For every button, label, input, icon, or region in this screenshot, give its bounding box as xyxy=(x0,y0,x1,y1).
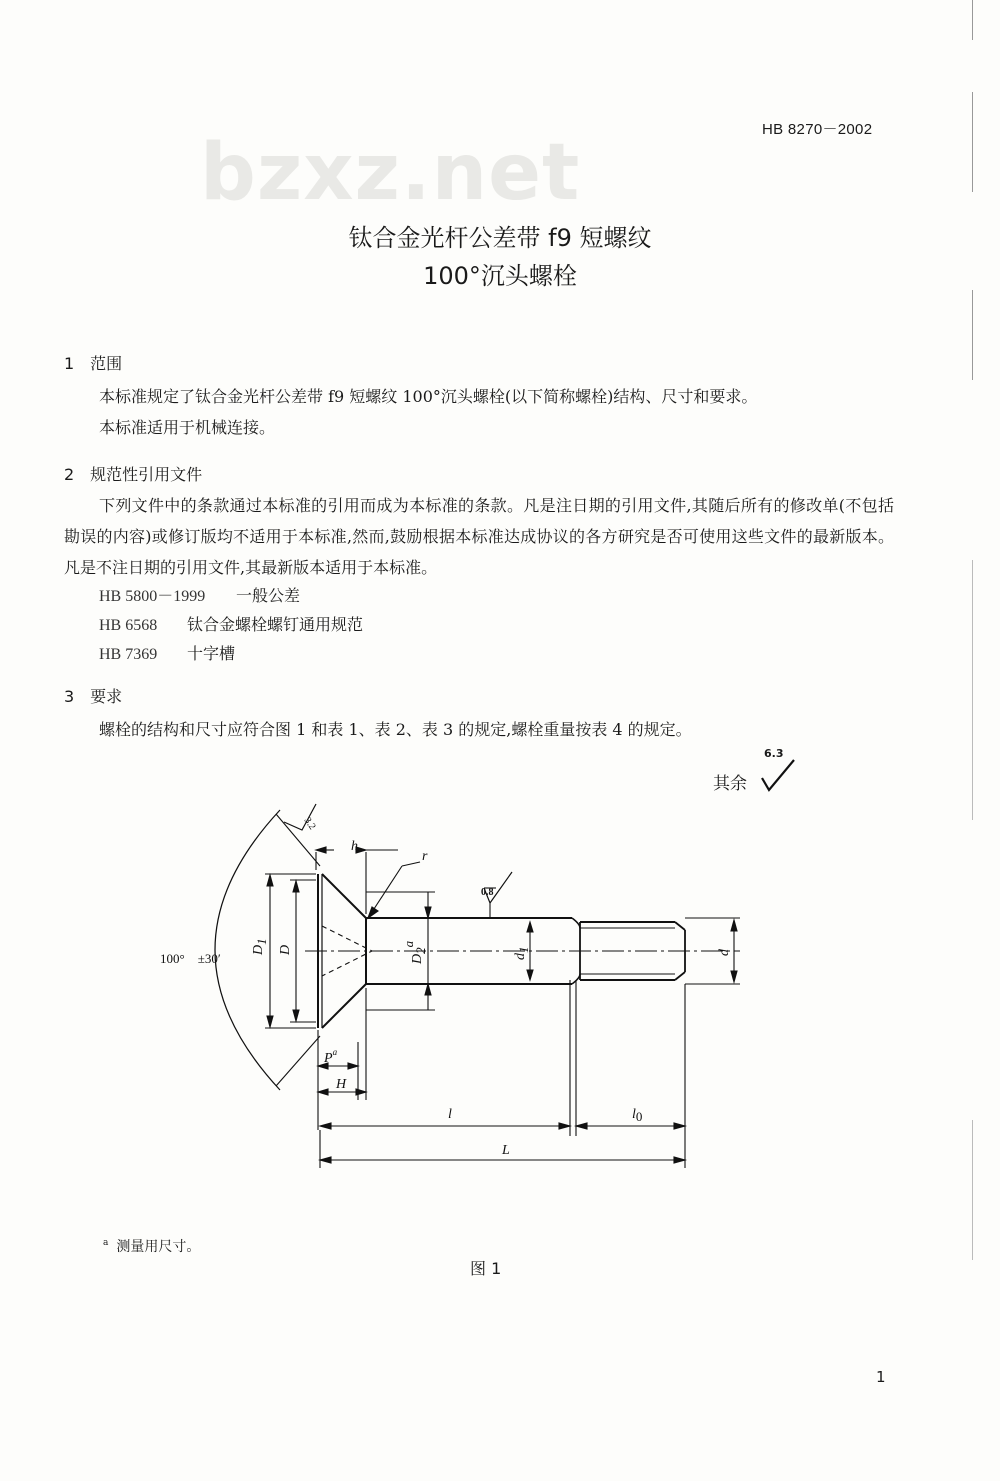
doc-title-line-2: 100°沉头螺栓 xyxy=(423,262,577,290)
reference-item xyxy=(99,583,300,606)
reference-name: 一般公差 xyxy=(236,586,301,605)
requirements-paragraph: 螺栓的结构和尺寸应符合图 1 和表 1、表 2、表 3 的规定,螺栓重量按表 4 的规定。 xyxy=(99,720,692,739)
dim-l-label: l xyxy=(448,1107,452,1122)
footnote xyxy=(103,1236,200,1256)
scan-edge-line xyxy=(972,1120,973,1260)
dim-total-l-label: L xyxy=(502,1143,510,1158)
reference-name: 钛合金螺栓螺钉通用规范 xyxy=(187,615,364,634)
dim-d2-label: D2a xyxy=(401,940,428,964)
scan-edge-line xyxy=(972,0,973,40)
standard-number: HB 8270－2002 xyxy=(762,121,873,138)
dim-l0-label: l0 xyxy=(632,1107,643,1124)
reference-item xyxy=(99,612,363,635)
dim-d1-shank-label: d1 xyxy=(513,946,531,960)
scope-paragraph-2: 本标准适用于机械连接。 xyxy=(99,418,276,437)
reference-item xyxy=(99,641,235,664)
dim-hh-label: H xyxy=(336,1077,347,1092)
page-number: 1 xyxy=(876,1368,886,1386)
footnote-text: 测量用尺寸。 xyxy=(116,1239,201,1255)
roughness-check-icon xyxy=(758,758,798,794)
section-heading-references: 2 规范性引用文件 xyxy=(64,465,203,484)
section-heading-requirements: 3 要求 xyxy=(64,687,123,706)
dim-p-label: $P^a$ xyxy=(324,1047,338,1066)
roughness-label: 其余 xyxy=(713,774,747,794)
bolt-drawing xyxy=(140,800,760,1190)
angle-label: 100° ±30′ xyxy=(160,951,221,966)
roughness-head-value: 3.2 xyxy=(301,815,318,832)
footnote-mark: a xyxy=(103,1238,109,1249)
doc-title-line-1: 钛合金光杆公差带 f9 短螺纹 xyxy=(348,224,652,252)
dim-d1-label: D1 xyxy=(251,938,269,955)
watermark: bzxz.net xyxy=(200,128,581,218)
dim-h-label: h xyxy=(351,839,358,854)
section-heading-scope: 1 范围 xyxy=(64,354,123,373)
scan-edge-line xyxy=(972,290,973,380)
figure-caption: 图 1 xyxy=(470,1259,502,1278)
reference-name: 十字槽 xyxy=(187,644,236,663)
reference-code: HB 7369 xyxy=(99,646,158,663)
dim-d-thread-label: d xyxy=(717,949,732,956)
roughness-shank-value: 0.8 xyxy=(481,887,494,898)
scope-paragraph-1: 本标准规定了钛合金光杆公差带 f9 短螺纹 100°沉头螺栓(以下简称螺栓)结构、尺寸和要求。 xyxy=(99,387,758,406)
scan-edge-line xyxy=(972,560,973,820)
roughness-value: 6.3 xyxy=(764,747,784,760)
reference-code: HB 5800－1999 xyxy=(99,588,206,605)
dim-r-label: r xyxy=(422,849,428,864)
references-paragraph: 下列文件中的条款通过本标准的引用而成为本标准的条款。凡是注日期的引用文件,其随后所有的修改单(不包括勘误的内容)或修订版均不适用于本标准,然而,鼓励根据本标准达成协议的各方研究是否可使用这些文件的最新版本。凡是不注日期的引用文件,其最新版本适用于本标准。 xyxy=(64,496,894,577)
dim-d-head-label: D xyxy=(278,944,293,955)
scan-edge-line xyxy=(972,92,973,192)
reference-code: HB 6568 xyxy=(99,617,158,634)
